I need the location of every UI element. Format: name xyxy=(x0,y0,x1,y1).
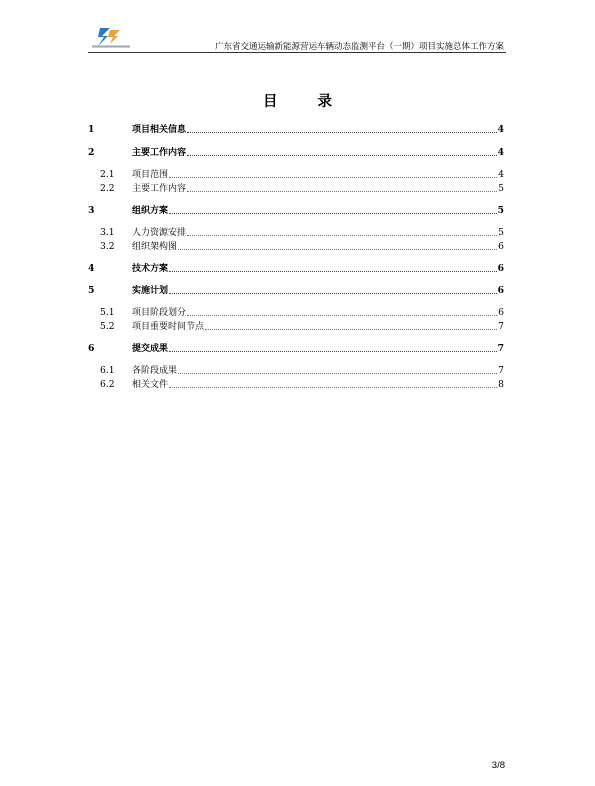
toc-entry-number: 3 xyxy=(88,205,95,216)
toc-entry-page: 5 xyxy=(497,205,504,216)
toc-entry-page: 6 xyxy=(498,241,504,252)
toc-entry-page: 5 xyxy=(498,183,504,194)
toc-dot-leader xyxy=(169,293,497,294)
toc-entry-number: 6 xyxy=(88,343,95,354)
toc-entry[interactable] xyxy=(88,261,504,275)
toc-entry-number: 5.2 xyxy=(100,321,115,332)
toc-entry-label: 人力资源安排 xyxy=(132,228,187,238)
toc-entry[interactable] xyxy=(88,377,504,391)
toc-entry-label: 项目重要时间节点 xyxy=(132,322,205,332)
toc-dot-leader xyxy=(169,213,497,214)
toc-entry-number: 2 xyxy=(88,147,95,158)
toc-entry-page: 7 xyxy=(498,321,504,332)
toc-entry[interactable] xyxy=(88,145,504,159)
header-divider xyxy=(88,52,506,53)
toc-entry-label: 项目范围 xyxy=(132,170,169,180)
toc-entry-label: 组织方案 xyxy=(132,206,169,216)
toc-dot-leader xyxy=(187,155,497,156)
toc-entry-page: 8 xyxy=(498,379,504,390)
toc-entry[interactable] xyxy=(88,283,504,297)
toc-dot-leader xyxy=(187,235,497,236)
toc-dot-leader xyxy=(169,177,497,178)
toc-entry-number: 4 xyxy=(88,263,95,274)
toc-entry-number: 2.2 xyxy=(100,183,115,194)
toc-entry[interactable] xyxy=(88,305,504,319)
toc-entry-page: 4 xyxy=(497,124,504,135)
toc-dot-leader xyxy=(169,387,497,388)
toc-entry-page: 5 xyxy=(498,227,504,238)
toc-entry-page: 6 xyxy=(497,263,504,274)
toc-entry-label: 相关文件 xyxy=(132,380,169,390)
toc-dot-leader xyxy=(178,249,497,250)
toc-entry-page: 7 xyxy=(497,343,504,354)
toc-entry-number: 1 xyxy=(88,124,95,135)
toc-title-part2: 录 xyxy=(317,94,332,110)
toc-entry-page: 6 xyxy=(497,285,504,296)
toc-entry-label: 主要工作内容 xyxy=(132,184,187,194)
toc-entry[interactable] xyxy=(88,225,504,239)
toc-entry-label: 各阶段成果 xyxy=(132,366,178,376)
toc-title xyxy=(0,90,595,111)
toc-entry-label: 实施计划 xyxy=(132,286,169,296)
toc-dot-leader xyxy=(205,329,497,330)
toc-entry-number: 6.2 xyxy=(100,379,115,390)
toc-entry-label: 组织架构图 xyxy=(132,242,178,252)
toc-dot-leader xyxy=(187,315,497,316)
toc-entry-label: 提交成果 xyxy=(132,344,169,354)
toc-entry-number: 2.1 xyxy=(100,169,115,180)
toc-entry[interactable] xyxy=(88,203,504,217)
toc-entry[interactable] xyxy=(88,363,504,377)
toc-title-part1: 目 xyxy=(263,94,278,110)
toc-entry-label: 项目阶段划分 xyxy=(132,308,187,318)
toc-entry-number: 3.1 xyxy=(100,227,115,238)
toc-entry-page: 4 xyxy=(498,169,504,180)
toc-entry[interactable] xyxy=(88,167,504,181)
logo-caption-graphic xyxy=(88,45,134,48)
toc-entry-label: 技术方案 xyxy=(132,264,169,274)
toc-entry-number: 6.1 xyxy=(100,365,115,376)
toc-entry[interactable] xyxy=(88,319,504,333)
header-title: 广东省交通运输新能源营运车辆动态监测平台（一期）项目实施总体工作方案 xyxy=(214,42,504,52)
toc-dot-leader xyxy=(178,373,497,374)
toc-entry[interactable] xyxy=(88,239,504,253)
toc-dot-leader xyxy=(187,132,497,133)
toc-entry-page: 6 xyxy=(498,307,504,318)
toc-dot-leader xyxy=(169,351,497,352)
toc-entry-number: 5.1 xyxy=(100,307,115,318)
toc-dot-leader xyxy=(187,191,497,192)
page-indicator: 3/8 xyxy=(491,760,505,771)
toc-entry[interactable] xyxy=(88,181,504,195)
toc-entry-label: 主要工作内容 xyxy=(132,148,187,158)
toc-dot-leader xyxy=(169,271,497,272)
toc-entry-label: 项目相关信息 xyxy=(132,125,187,135)
toc-entry[interactable] xyxy=(88,122,504,136)
toc-entry[interactable] xyxy=(88,341,504,355)
toc-entry-page: 4 xyxy=(497,147,504,158)
toc-entry-number: 3.2 xyxy=(100,241,115,252)
toc-entry-page: 7 xyxy=(498,365,504,376)
toc-entry-number: 5 xyxy=(88,285,95,296)
